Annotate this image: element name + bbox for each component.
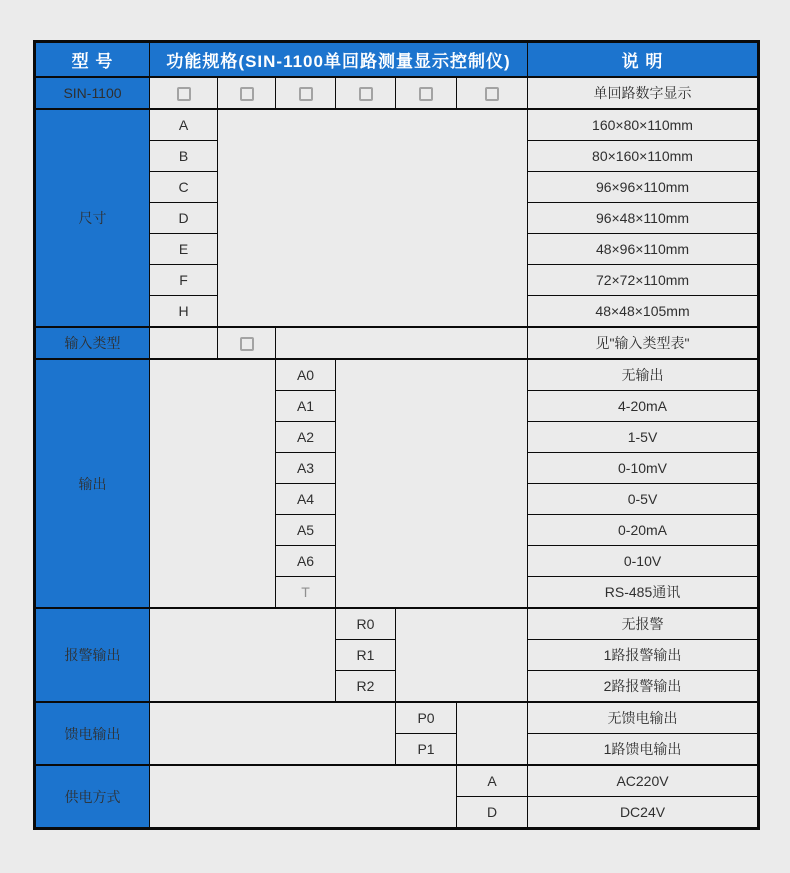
code-cell: A [150,109,218,141]
option-checkbox-cell [150,77,218,109]
spec-table [33,40,760,830]
desc-cell: 0-10mV [528,453,759,484]
code-cell [218,327,276,359]
header-desc: 说 明 [528,42,759,78]
option-checkbox-cell [218,77,276,109]
code-cell: E [150,234,218,265]
desc-cell: 0-10V [528,546,759,577]
code-cell: R1 [336,640,396,671]
desc-cell: 1路报警输出 [528,640,759,671]
code-cell: D [150,203,218,234]
code-cell: T [276,577,336,609]
code-cell: P1 [396,734,457,766]
checkbox-icon[interactable] [240,87,254,101]
checkbox-icon[interactable] [359,87,373,101]
checkbox-icon[interactable] [177,87,191,101]
desc-cell: 80×160×110mm [528,141,759,172]
option-checkbox-cell [336,77,396,109]
code-cell: A2 [276,422,336,453]
desc-cell: 1-5V [528,422,759,453]
section-label: 报警输出 [35,608,150,702]
spec-table-container [33,40,760,830]
code-cell: A1 [276,391,336,422]
desc-cell: 96×96×110mm [528,172,759,203]
filler-cell [457,702,528,765]
filler-cell [150,608,336,702]
code-cell: A0 [276,359,336,391]
desc-cell: 72×72×110mm [528,265,759,296]
filler-cell [150,702,396,765]
section-label: 输入类型 [35,327,150,359]
desc-cell: 2路报警输出 [528,671,759,703]
section-label: 供电方式 [35,765,150,829]
desc-cell: 96×48×110mm [528,203,759,234]
desc-cell: 160×80×110mm [528,109,759,141]
checkbox-icon[interactable] [240,337,254,351]
code-cell: D [457,797,528,829]
desc-cell: 48×48×105mm [528,296,759,328]
filler-cell [218,109,528,327]
filler-cell [336,359,528,608]
code-cell: A3 [276,453,336,484]
checkbox-icon[interactable] [485,87,499,101]
desc-cell: 0-20mA [528,515,759,546]
section-label: 尺寸 [35,109,150,327]
filler-cell [276,327,528,359]
desc-cell: 单回路数字显示 [528,77,759,109]
desc-cell: RS-485通讯 [528,577,759,609]
desc-cell: 见"输入类型表" [528,327,759,359]
code-cell: B [150,141,218,172]
spec-table-body [35,42,759,829]
code-cell: R2 [336,671,396,703]
option-checkbox-cell [457,77,528,109]
code-cell: H [150,296,218,328]
code-cell: P0 [396,702,457,734]
code-cell: A6 [276,546,336,577]
code-cell: R0 [336,608,396,640]
section-label: 馈电输出 [35,702,150,765]
option-checkbox-cell [396,77,457,109]
desc-cell: 1路馈电输出 [528,734,759,766]
desc-cell: 48×96×110mm [528,234,759,265]
checkbox-icon[interactable] [419,87,433,101]
option-checkbox-cell [276,77,336,109]
filler-cell [150,359,276,608]
code-cell: C [150,172,218,203]
filler-cell [150,765,457,829]
code-cell: A [457,765,528,797]
filler-cell [150,327,218,359]
header-spec: 功能规格(SIN-1100单回路测量显示控制仪) [150,42,528,78]
desc-cell: 0-5V [528,484,759,515]
code-cell: F [150,265,218,296]
desc-cell: 4-20mA [528,391,759,422]
header-model: 型 号 [35,42,150,78]
desc-cell: 无输出 [528,359,759,391]
desc-cell: 无馈电输出 [528,702,759,734]
code-cell: A4 [276,484,336,515]
desc-cell: AC220V [528,765,759,797]
filler-cell [396,608,528,702]
code-cell: A5 [276,515,336,546]
desc-cell: DC24V [528,797,759,829]
model-cell: SIN-1100 [35,77,150,109]
desc-cell: 无报警 [528,608,759,640]
section-label: 输出 [35,359,150,608]
checkbox-icon[interactable] [299,87,313,101]
